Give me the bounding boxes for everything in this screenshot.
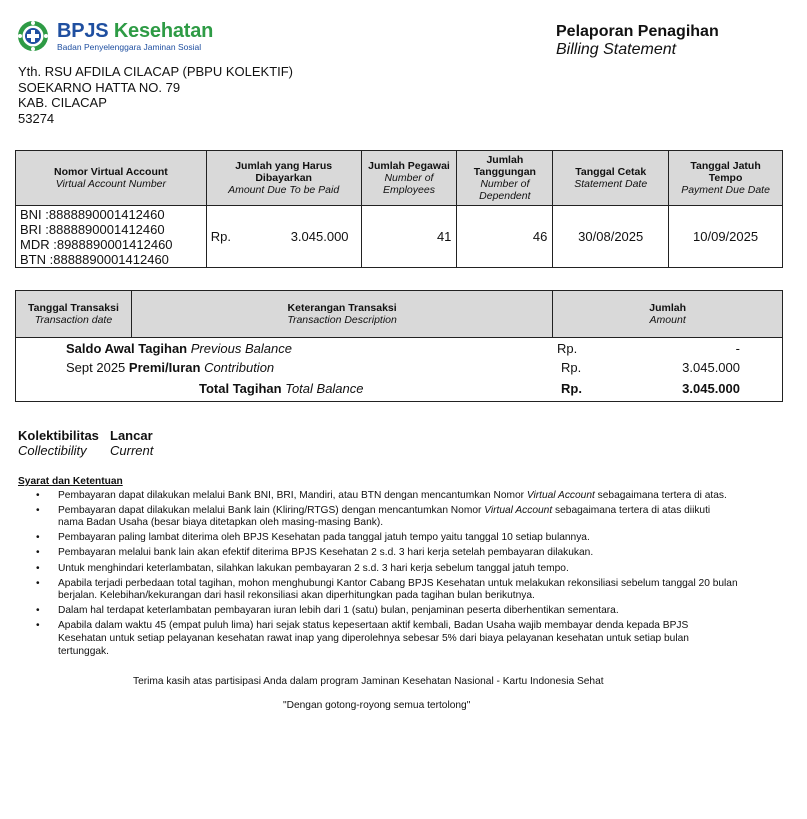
bpjs-logo [17, 20, 213, 52]
header-due-date: Tanggal Jatuh Tempo Payment Due Date [669, 151, 783, 206]
terms-and-conditions [18, 476, 738, 661]
terms-title: Syarat dan Ketentuan [18, 476, 123, 487]
va-mdr: MDR :8988890001412460 [20, 236, 173, 252]
list-item: • Dalam hal terdapat keterlambatan pembayaran iuran lebih dari 1 (satu) bulan, penjaminan peserta diberhentikan sementara. [58, 605, 738, 618]
list-item: • Pembayaran dapat dilakukan melalui Bank BNI, BRI, Mandiri, atau BTN dengan mencantumkan Nomor Virtual Account sebagaimana tertera di atas. [58, 490, 738, 503]
list-item: • Apabila dalam waktu 45 (empat puluh lima) hari sejak status kepesertaan aktif kembali, Badan Usaha wajib membayar denda kepada BPJS Kesehatan untuk setiap pelayanan kesehatan rawat inap yang diperolehnya sebesar 5% dari biaya pelayanan kesehatan untuk setiap bulan tertunggak. [58, 620, 738, 658]
header-virtual-account: Nomor Virtual Account Virtual Account Number [16, 151, 207, 206]
header-transaction-desc: Keterangan Transaksi Transaction Description [131, 291, 552, 338]
header-amount-due: Jumlah yang Harus Dibayarkan Amount Due To be Paid [206, 151, 361, 206]
header-dependents: Jumlah Tanggungan Number of Dependent [457, 151, 553, 206]
table-row [16, 206, 783, 268]
brand-subtitle: Badan Penyelenggara Jaminan Sosial [57, 41, 202, 52]
header-employees: Jumlah Pegawai Number of Employees [361, 151, 457, 206]
dependents-value: 46 [457, 206, 553, 268]
collectibility: Kolektibilitas Lancar Collectibility Current [18, 428, 154, 458]
transaction-body: Saldo Awal Tagihan Previous Balance Rp. - Sept 2025 Premi/Iuran Contribution Rp. 3.045.000 Total Tagihan Total Balance Rp. 3.045.000 [15, 337, 783, 402]
due-date-value: 10/09/2025 [669, 206, 783, 268]
thank-you-note: Terima kasih atas partisipasi Anda dalam program Jaminan Kesehatan Nasional - Kartu Indonesia Sehat [133, 676, 604, 687]
billing-summary-table [15, 150, 783, 268]
header-transaction-date: Tanggal Transaksi Transaction date [16, 291, 132, 338]
bpjs-logo-icon [17, 20, 49, 52]
list-item: • Untuk menghindari keterlambatan, silahkan lakukan pembayaran 2 s.d. 3 hari kerja sebelum tanggal jatuh tempo. [58, 563, 738, 576]
transaction-table [15, 290, 783, 338]
virtual-account-list [16, 206, 207, 268]
va-btn: BTN :8888890001412460 [20, 251, 169, 267]
employees-value: 41 [361, 206, 457, 268]
header-statement-date: Tanggal Cetak Statement Date [553, 151, 669, 206]
amount-due-value: Rp. 3.045.000 [206, 206, 361, 268]
va-bri: BRI :8888890001412460 [20, 221, 165, 237]
list-item: • Pembayaran paling lambat diterima oleh BPJS Kesehatan pada tanggal jatuh tempo yaitu tanggal 10 setiap bulannya. [58, 532, 738, 545]
header-transaction-amount: Jumlah Amount [553, 291, 783, 338]
motto: "Dengan gotong-royong semua tertolong" [283, 700, 471, 711]
header [0, 0, 807, 62]
recipient-address: Yth. RSU AFDILA CILACAP (PBPU KOLEKTIF) SOEKARNO HATTA NO. 79 KAB. CILACAP 53274 [18, 64, 294, 126]
statement-date-value: 30/08/2025 [553, 206, 669, 268]
list-item: • Apabila terjadi perbedaan total tagihan, mohon menghubungi Kantor Cabang BPJS Kesehatan untuk melakukan rekonsiliasi sebelum tanggal 20 bulan berjalan. Kelebihan/kekurangan dari hasil rekonsiliasi akan diperhitungkan pada tagihan bulan berikutnya. [58, 578, 738, 603]
brand-name: BPJS Kesehatan [57, 19, 214, 42]
va-bni: BNI :8888890001412460 [20, 206, 165, 222]
document-title: Pelaporan Penagihan Billing Statement [556, 23, 719, 58]
list-item: • Pembayaran dapat dilakukan melalui Bank lain (Kliring/RTGS) dengan mencantumkan Nomor Virtual Account sebagaimana tertera di atas diikuti nama Badan Usaha (besar biaya ditetapkan oleh masing-masing Bank). [58, 505, 738, 530]
list-item: • Pembayaran melalui bank lain akan efektif diterima BPJS Kesehatan 2 s.d. 3 hari kerja setelah pembayaran dilakukan. [58, 547, 738, 560]
